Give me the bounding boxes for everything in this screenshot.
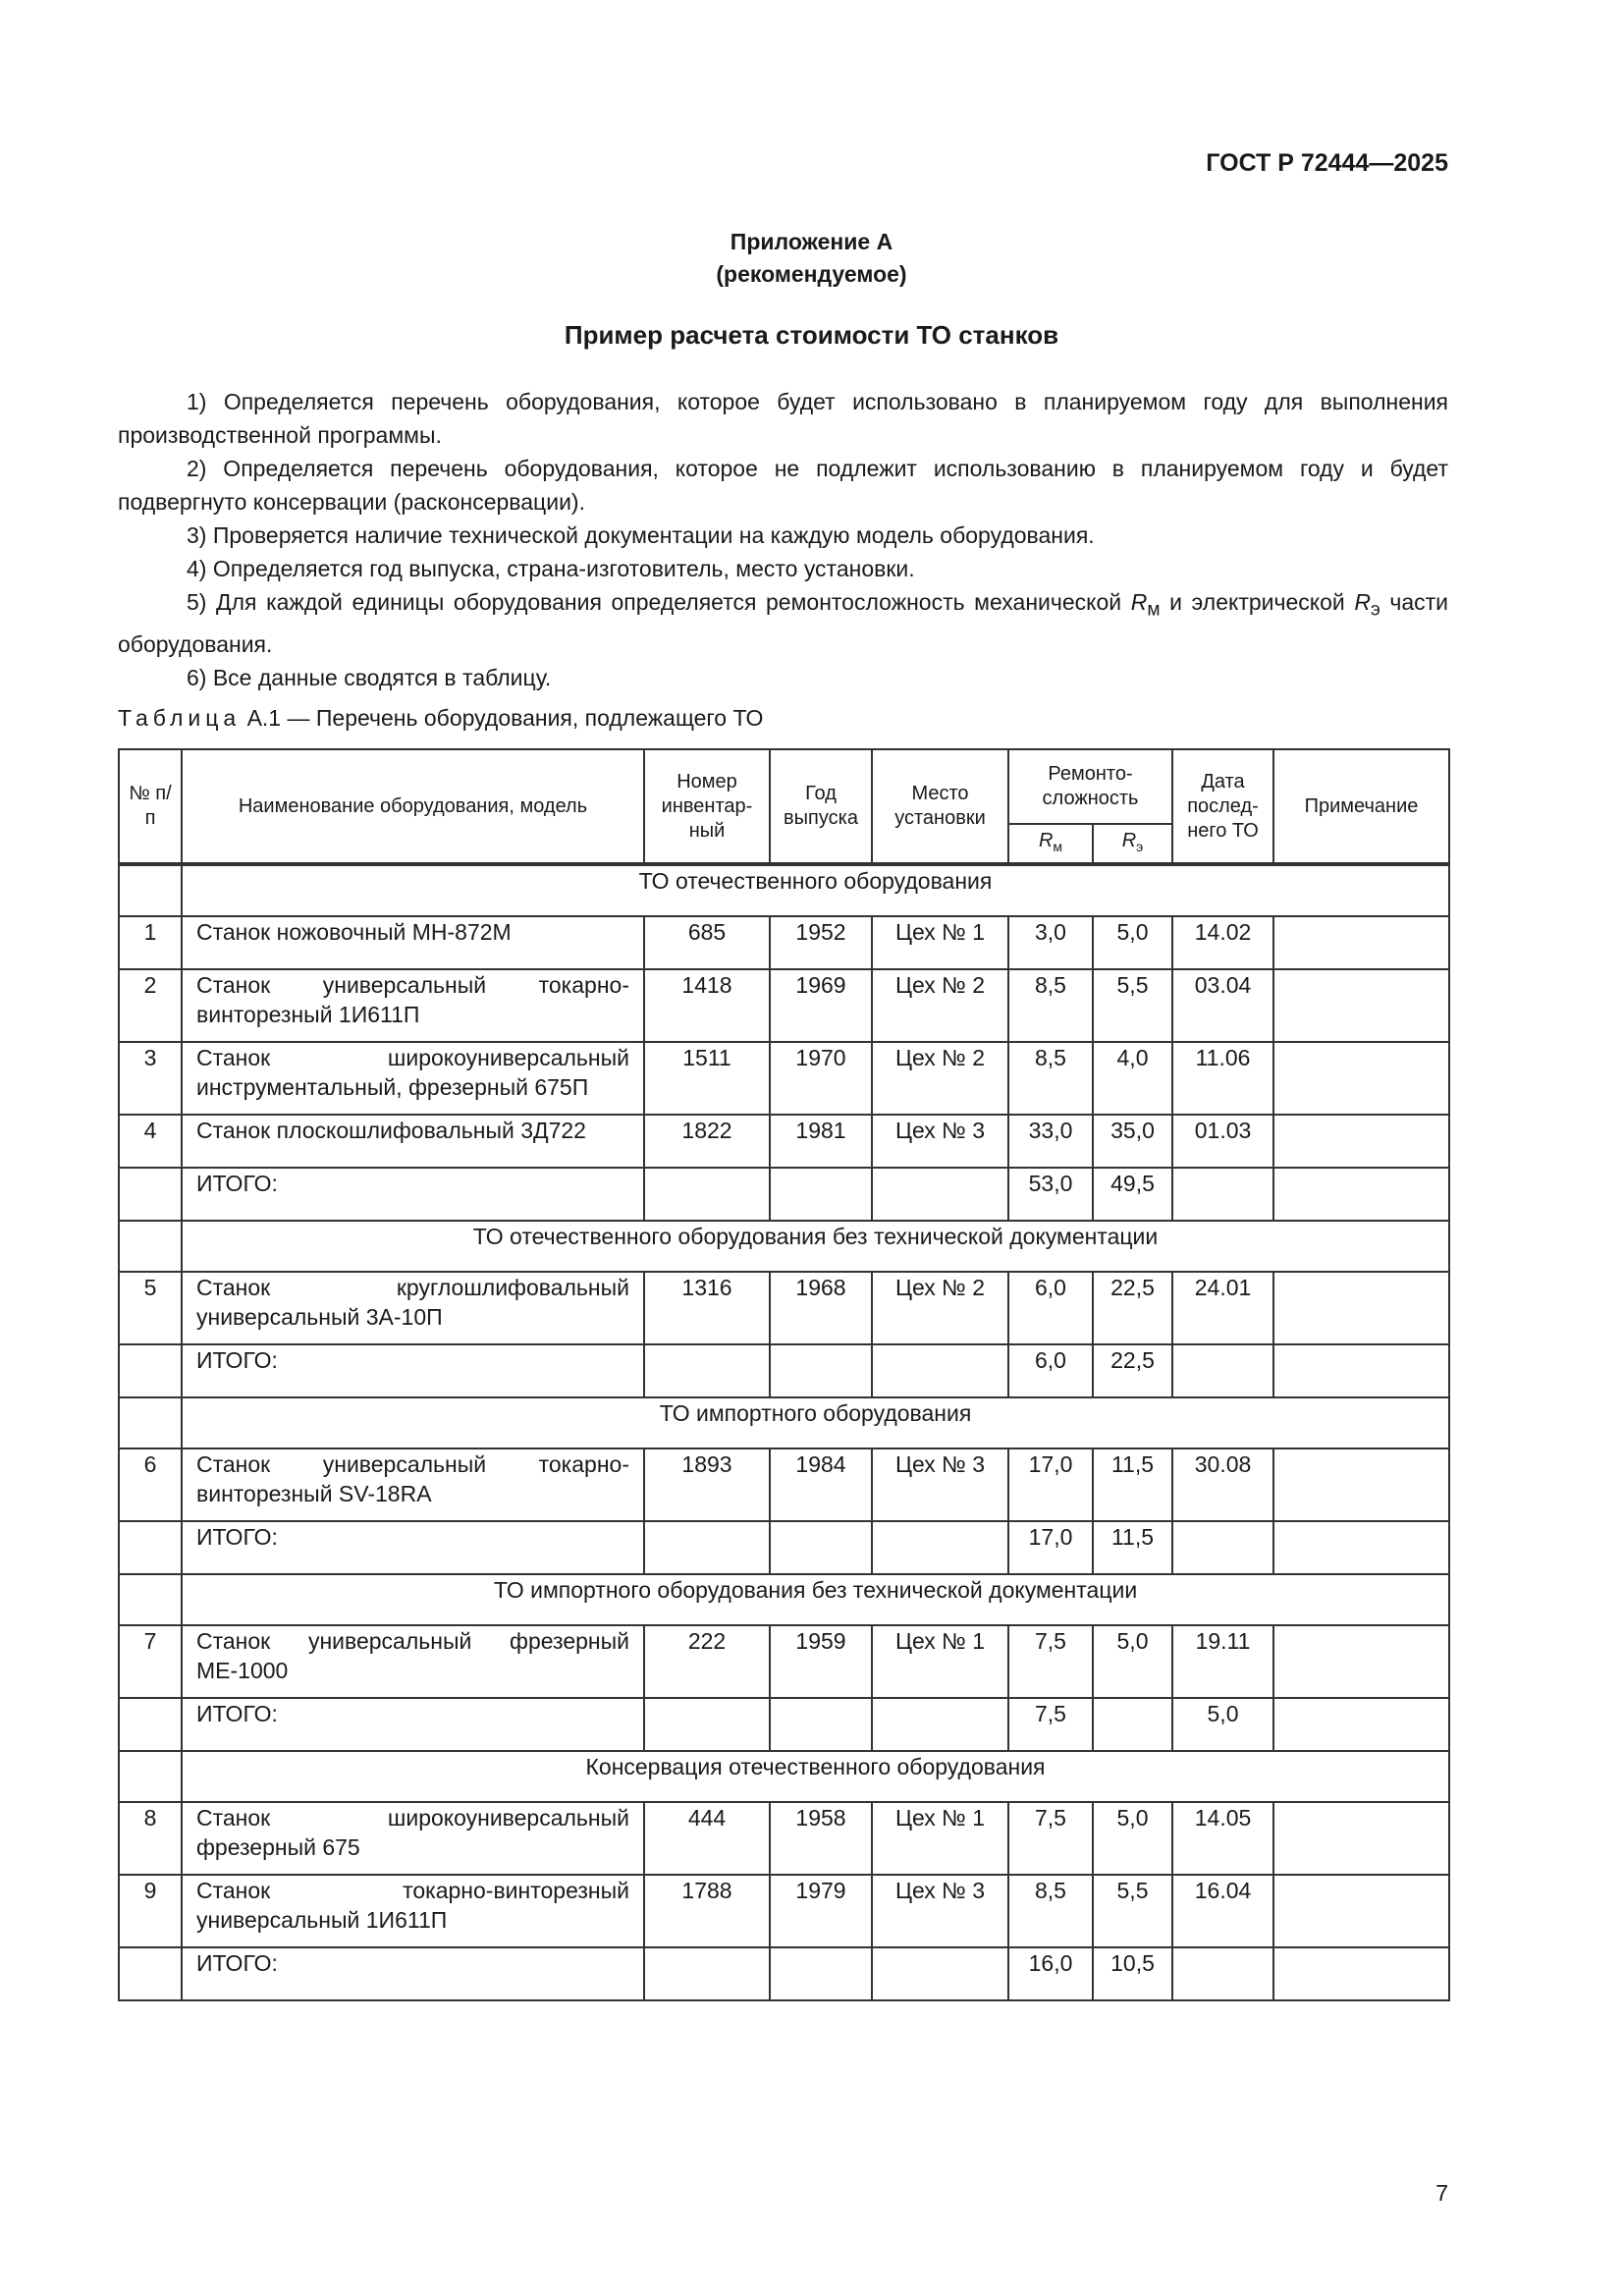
cell bbox=[119, 1947, 182, 2000]
section-label: ТО импортного оборудования bbox=[182, 1397, 1449, 1449]
cell-inventory: 1418 bbox=[644, 969, 770, 1042]
cell-re: 5,0 bbox=[1093, 1802, 1172, 1875]
cell-year: 1959 bbox=[770, 1625, 872, 1698]
cell-name: Станок токарно-винторезный универсальный 1И611П bbox=[182, 1875, 644, 1947]
cell bbox=[644, 1168, 770, 1221]
total-rm: 6,0 bbox=[1008, 1344, 1093, 1397]
table-row bbox=[119, 1042, 1449, 1115]
cell-note bbox=[1273, 1042, 1449, 1115]
cell-re: 5,0 bbox=[1093, 1625, 1172, 1698]
cell bbox=[119, 1521, 182, 1574]
appendix-label: Приложение А bbox=[730, 229, 893, 254]
cell-date: 11.06 bbox=[1172, 1042, 1273, 1115]
cell-note bbox=[1273, 1115, 1449, 1168]
cell-num: 5 bbox=[119, 1272, 182, 1344]
cell-year: 1981 bbox=[770, 1115, 872, 1168]
cell-name: Станок широкоуниверсальный фрезерный 675 bbox=[182, 1802, 644, 1875]
cell bbox=[644, 1698, 770, 1751]
total-rm: 53,0 bbox=[1008, 1168, 1093, 1221]
header-year: Год выпуска bbox=[770, 749, 872, 863]
total-re: 10,5 bbox=[1093, 1947, 1172, 2000]
cell-year: 1984 bbox=[770, 1449, 872, 1521]
total-label: ИТОГО: bbox=[182, 1168, 644, 1221]
re-symbol: R bbox=[1354, 589, 1371, 615]
cell bbox=[872, 1521, 1008, 1574]
cell-year: 1968 bbox=[770, 1272, 872, 1344]
total-label: ИТОГО: bbox=[182, 1344, 644, 1397]
header-re-sub: э bbox=[1136, 838, 1144, 854]
cell-date: 14.02 bbox=[1172, 916, 1273, 969]
cell-re: 5,0 bbox=[1093, 916, 1172, 969]
paragraph-4: 4) Определяется год выпуска, страна-изготовитель, место установки. bbox=[187, 556, 915, 581]
cell-re: 11,5 bbox=[1093, 1449, 1172, 1521]
cell-name: Станок круглошлифовальный универсальный 3А-10П bbox=[182, 1272, 644, 1344]
cell bbox=[644, 1344, 770, 1397]
cell-num: 9 bbox=[119, 1875, 182, 1947]
cell-rm: 7,5 bbox=[1008, 1802, 1093, 1875]
table-row bbox=[119, 916, 1449, 969]
cell-name: Станок универсальный фрезерный МЕ-1000 bbox=[182, 1625, 644, 1698]
cell-rm: 8,5 bbox=[1008, 1875, 1093, 1947]
table-row bbox=[119, 1625, 1449, 1698]
total-row bbox=[119, 1521, 1449, 1574]
cell bbox=[872, 1947, 1008, 2000]
body-text bbox=[118, 385, 1448, 694]
cell-rm: 7,5 bbox=[1008, 1625, 1093, 1698]
table-row bbox=[119, 1802, 1449, 1875]
cell-place: Цех № 2 bbox=[872, 969, 1008, 1042]
cell-date: 19.11 bbox=[1172, 1625, 1273, 1698]
equipment-table bbox=[118, 748, 1450, 2001]
cell-rm: 17,0 bbox=[1008, 1449, 1093, 1521]
cell-num: 3 bbox=[119, 1042, 182, 1115]
cell-name: Станок универсальный токарно-винторезный 1И611П bbox=[182, 969, 644, 1042]
total-label: ИТОГО: bbox=[182, 1947, 644, 2000]
cell-re: 5,5 bbox=[1093, 969, 1172, 1042]
table-row bbox=[119, 1875, 1449, 1947]
cell bbox=[1273, 1168, 1449, 1221]
section-row bbox=[119, 865, 1449, 916]
cell-name: Станок ножовочный МН-872М bbox=[182, 916, 644, 969]
cell-year: 1969 bbox=[770, 969, 872, 1042]
cell-place: Цех № 2 bbox=[872, 1272, 1008, 1344]
cell-inventory: 1511 bbox=[644, 1042, 770, 1115]
cell-note bbox=[1273, 1449, 1449, 1521]
paragraph-3: 3) Проверяется наличие технической документации на каждую модель оборудования. bbox=[187, 522, 1095, 548]
total-rm: 7,5 bbox=[1008, 1698, 1093, 1751]
total-row bbox=[119, 1947, 1449, 2000]
cell bbox=[872, 1698, 1008, 1751]
cell-inventory: 222 bbox=[644, 1625, 770, 1698]
appendix-status: (рекомендуемое) bbox=[716, 261, 907, 287]
rm-subscript: м bbox=[1147, 599, 1161, 621]
cell bbox=[770, 1344, 872, 1397]
cell bbox=[770, 1521, 872, 1574]
cell bbox=[1273, 1521, 1449, 1574]
header-re bbox=[1093, 824, 1172, 863]
total-re: 22,5 bbox=[1093, 1344, 1172, 1397]
cell-date: 30.08 bbox=[1172, 1449, 1273, 1521]
cell-num: 7 bbox=[119, 1625, 182, 1698]
cell-inventory: 685 bbox=[644, 916, 770, 969]
header-place: Место установки bbox=[872, 749, 1008, 863]
cell-place: Цех № 1 bbox=[872, 916, 1008, 969]
cell-rm: 33,0 bbox=[1008, 1115, 1093, 1168]
cell-re: 22,5 bbox=[1093, 1272, 1172, 1344]
cell-note bbox=[1273, 1875, 1449, 1947]
cell-num: 1 bbox=[119, 916, 182, 969]
cell-note bbox=[1273, 969, 1449, 1042]
cell-year: 1958 bbox=[770, 1802, 872, 1875]
cell-rm: 8,5 bbox=[1008, 1042, 1093, 1115]
total-rm: 16,0 bbox=[1008, 1947, 1093, 2000]
document-code: ГОСТ Р 72444—2025 bbox=[1206, 149, 1448, 177]
cell bbox=[119, 1698, 182, 1751]
cell-inventory: 1316 bbox=[644, 1272, 770, 1344]
cell bbox=[770, 1168, 872, 1221]
cell-rm: 3,0 bbox=[1008, 916, 1093, 969]
cell-inventory: 1788 bbox=[644, 1875, 770, 1947]
re-subscript: э bbox=[1370, 599, 1380, 621]
cell-year: 1952 bbox=[770, 916, 872, 969]
header-name: Наименование оборудования, модель bbox=[182, 749, 644, 863]
cell bbox=[1273, 1344, 1449, 1397]
cell-date: 03.04 bbox=[1172, 969, 1273, 1042]
cell bbox=[1273, 1698, 1449, 1751]
cell bbox=[1093, 1698, 1172, 1751]
cell-place: Цех № 1 bbox=[872, 1625, 1008, 1698]
cell-date: 01.03 bbox=[1172, 1115, 1273, 1168]
section-row bbox=[119, 1397, 1449, 1449]
cell-num: 6 bbox=[119, 1449, 182, 1521]
cell-note bbox=[1273, 916, 1449, 969]
section-row bbox=[119, 1574, 1449, 1625]
total-re: 11,5 bbox=[1093, 1521, 1172, 1574]
cell-rm: 8,5 bbox=[1008, 969, 1093, 1042]
cell-rm: 6,0 bbox=[1008, 1272, 1093, 1344]
cell bbox=[119, 1751, 182, 1802]
paragraph-6: 6) Все данные сводятся в таблицу. bbox=[187, 664, 552, 690]
cell bbox=[119, 865, 182, 916]
cell-note bbox=[1273, 1625, 1449, 1698]
table-caption-label: Таблица bbox=[118, 705, 242, 731]
total-label: ИТОГО: bbox=[182, 1698, 644, 1751]
cell-inventory: 1893 bbox=[644, 1449, 770, 1521]
header-last-service-date: Дата послед-него ТО bbox=[1172, 749, 1273, 863]
cell bbox=[119, 1344, 182, 1397]
appendix-heading bbox=[0, 226, 1623, 291]
section-label: ТО импортного оборудования без технической документации bbox=[182, 1574, 1449, 1625]
section-label: Консервация отечественного оборудования bbox=[182, 1751, 1449, 1802]
table-row bbox=[119, 969, 1449, 1042]
section-label: ТО отечественного оборудования bbox=[182, 865, 1449, 916]
cell-year: 1979 bbox=[770, 1875, 872, 1947]
cell bbox=[644, 1521, 770, 1574]
cell-place: Цех № 1 bbox=[872, 1802, 1008, 1875]
cell bbox=[872, 1168, 1008, 1221]
total-row bbox=[119, 1698, 1449, 1751]
cell-re: 35,0 bbox=[1093, 1115, 1172, 1168]
total-re: 49,5 bbox=[1093, 1168, 1172, 1221]
cell-year: 1970 bbox=[770, 1042, 872, 1115]
cell bbox=[119, 1397, 182, 1449]
total-date-column: 5,0 bbox=[1172, 1698, 1273, 1751]
cell-note bbox=[1273, 1272, 1449, 1344]
cell bbox=[1172, 1168, 1273, 1221]
header-inventory: Номер инвентар-ный bbox=[644, 749, 770, 863]
paragraph-5-text-b: и электрической bbox=[1160, 589, 1355, 615]
cell bbox=[1172, 1521, 1273, 1574]
cell bbox=[770, 1698, 872, 1751]
header-note: Примечание bbox=[1273, 749, 1449, 863]
header-rm-letter: R bbox=[1038, 829, 1054, 851]
cell-name: Станок универсальный токарно-винторезный SV-18RA bbox=[182, 1449, 644, 1521]
header-rm bbox=[1008, 824, 1093, 863]
section-row bbox=[119, 1751, 1449, 1802]
cell-place: Цех № 3 bbox=[872, 1115, 1008, 1168]
cell bbox=[872, 1344, 1008, 1397]
paragraph-5 bbox=[118, 585, 1448, 661]
table-caption-text: А.1 — Перечень оборудования, подлежащего ТО bbox=[241, 705, 764, 731]
cell bbox=[119, 1221, 182, 1272]
table-caption bbox=[118, 705, 763, 732]
header-repair-complexity: Ремонто-сложность bbox=[1008, 749, 1172, 824]
cell bbox=[1172, 1344, 1273, 1397]
rm-symbol: R bbox=[1130, 589, 1148, 615]
cell-name: Станок плоскошлифовальный 3Д722 bbox=[182, 1115, 644, 1168]
cell-name: Станок широкоуниверсальный инструментальный, фрезерный 675П bbox=[182, 1042, 644, 1115]
cell-note bbox=[1273, 1802, 1449, 1875]
cell bbox=[119, 1168, 182, 1221]
cell bbox=[1172, 1947, 1273, 2000]
cell-place: Цех № 3 bbox=[872, 1449, 1008, 1521]
total-row bbox=[119, 1168, 1449, 1221]
cell bbox=[770, 1947, 872, 2000]
cell bbox=[119, 1574, 182, 1625]
cell-num: 4 bbox=[119, 1115, 182, 1168]
page-number: 7 bbox=[1435, 2180, 1448, 2206]
cell-num: 2 bbox=[119, 969, 182, 1042]
cell-inventory: 444 bbox=[644, 1802, 770, 1875]
header-re-letter: R bbox=[1121, 829, 1137, 851]
cell-re: 4,0 bbox=[1093, 1042, 1172, 1115]
cell-date: 24.01 bbox=[1172, 1272, 1273, 1344]
paragraph-5-text-c: части оборудования. bbox=[118, 589, 1448, 657]
table-header-row bbox=[119, 749, 1449, 824]
section-label: ТО отечественного оборудования без технической документации bbox=[182, 1221, 1449, 1272]
table-row bbox=[119, 1449, 1449, 1521]
cell-re: 5,5 bbox=[1093, 1875, 1172, 1947]
total-label: ИТОГО: bbox=[182, 1521, 644, 1574]
table-row bbox=[119, 1115, 1449, 1168]
header-rm-sub: м bbox=[1053, 838, 1063, 854]
cell bbox=[644, 1947, 770, 2000]
section-row bbox=[119, 1221, 1449, 1272]
paragraph-5-text-a: 5) Для каждой единицы оборудования определяется ремонтосложность механической bbox=[187, 589, 1131, 615]
cell-place: Цех № 2 bbox=[872, 1042, 1008, 1115]
section-title: Пример расчета стоимости ТО станков bbox=[564, 320, 1059, 350]
cell-place: Цех № 3 bbox=[872, 1875, 1008, 1947]
paragraph-2: 2) Определяется перечень оборудования, которое не подлежит использованию в планируемом году и будет подвергнуто консервации (расконсервации). bbox=[118, 456, 1448, 515]
cell-num: 8 bbox=[119, 1802, 182, 1875]
header-num: № п/п bbox=[119, 749, 182, 863]
paragraph-1: 1) Определяется перечень оборудования, которое будет использовано в планируемом году для выполнения производственной программы. bbox=[118, 389, 1448, 448]
cell-inventory: 1822 bbox=[644, 1115, 770, 1168]
table-row bbox=[119, 1272, 1449, 1344]
cell bbox=[1273, 1947, 1449, 2000]
cell-date: 14.05 bbox=[1172, 1802, 1273, 1875]
total-rm: 17,0 bbox=[1008, 1521, 1093, 1574]
total-row bbox=[119, 1344, 1449, 1397]
cell-date: 16.04 bbox=[1172, 1875, 1273, 1947]
